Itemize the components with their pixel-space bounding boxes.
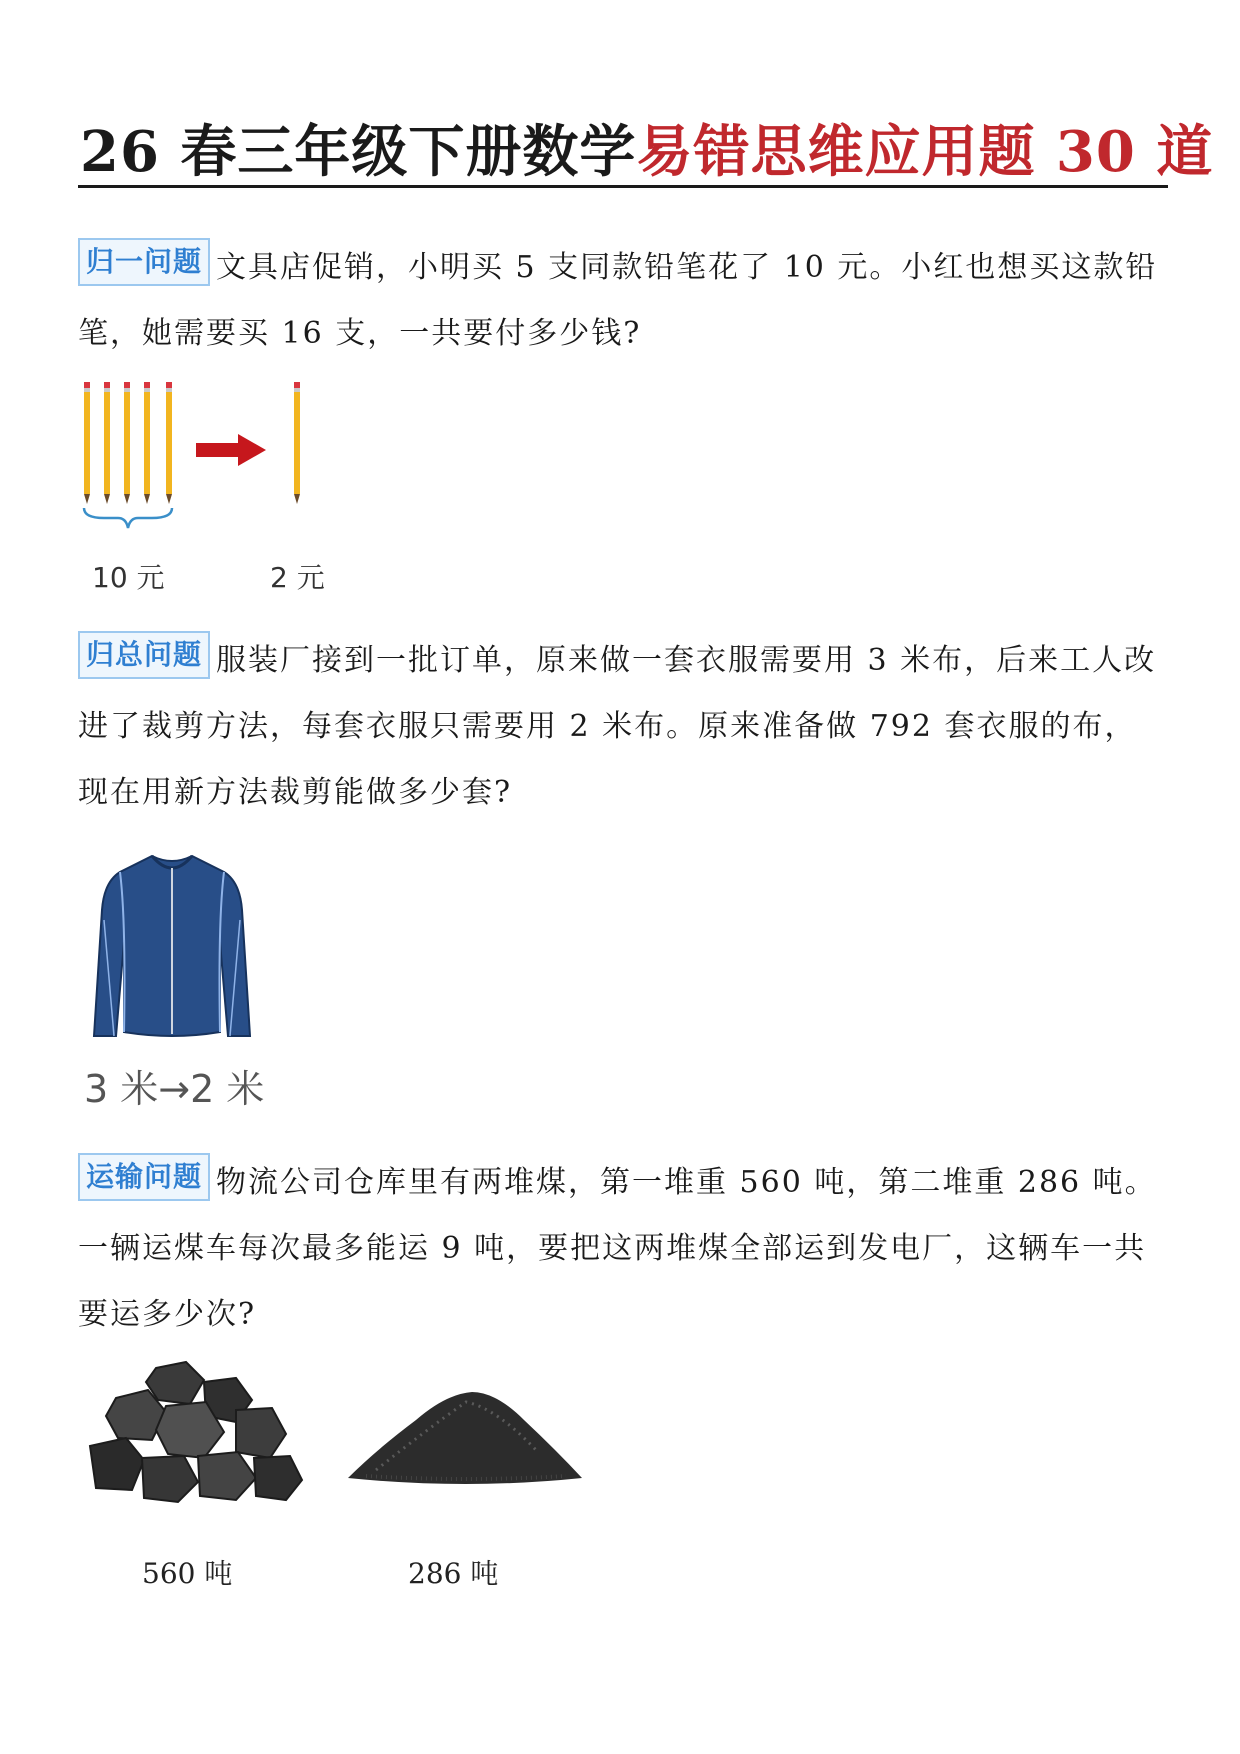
- title-underline: [78, 185, 1168, 188]
- question-1-tag: 归一问题: [78, 238, 210, 286]
- pencil-group-five: [84, 382, 172, 504]
- pencils-illustration: [78, 380, 338, 530]
- brace-icon: [84, 508, 172, 528]
- title-black: 26 春三年级下册数学: [80, 119, 637, 185]
- page-title: [80, 112, 1214, 192]
- question-1-text: 文具店促销，小明买 5 支同款铅笔花了 10 元。小红也想买这款铅笔，她需要买 16 支，一共要付多少钱?: [78, 250, 1158, 351]
- caption-286-tons: 286 吨: [408, 1557, 499, 1590]
- question-1: [78, 235, 1168, 367]
- title-red: 易错思维应用题 30 道: [636, 119, 1214, 185]
- jacket-illustration: [92, 850, 252, 1040]
- red-arrow-icon: [196, 434, 266, 466]
- question-2-tag: 归总问题: [78, 631, 210, 679]
- question-3-text: 物流公司仓库里有两堆煤，第一堆重 560 吨，第二堆重 286 吨。一辆运煤车每次最多能运 9 吨，要把这两堆煤全部运到发电厂，这辆车一共要运多少次?: [78, 1165, 1157, 1332]
- caption-10-yuan: 10 元: [92, 561, 165, 594]
- caption-fabric: 3 米→2 米: [84, 1067, 265, 1111]
- question-2: [78, 628, 1168, 826]
- coal-lumps-illustration: [86, 1360, 306, 1505]
- coal-powder-illustration: [346, 1380, 584, 1490]
- question-2-text: 服装厂接到一批订单，原来做一套衣服需要用 3 米布，后来工人改进了裁剪方法，每套衣服只需要用 2 米布。原来准备做 792 套衣服的布，现在用新方法裁剪能做多少套?: [78, 643, 1157, 810]
- question-3: [78, 1150, 1168, 1348]
- caption-560-tons: 560 吨: [142, 1557, 233, 1590]
- pencil-single: [294, 382, 300, 504]
- caption-2-yuan: 2 元: [270, 561, 325, 594]
- question-3-tag: 运输问题: [78, 1153, 210, 1201]
